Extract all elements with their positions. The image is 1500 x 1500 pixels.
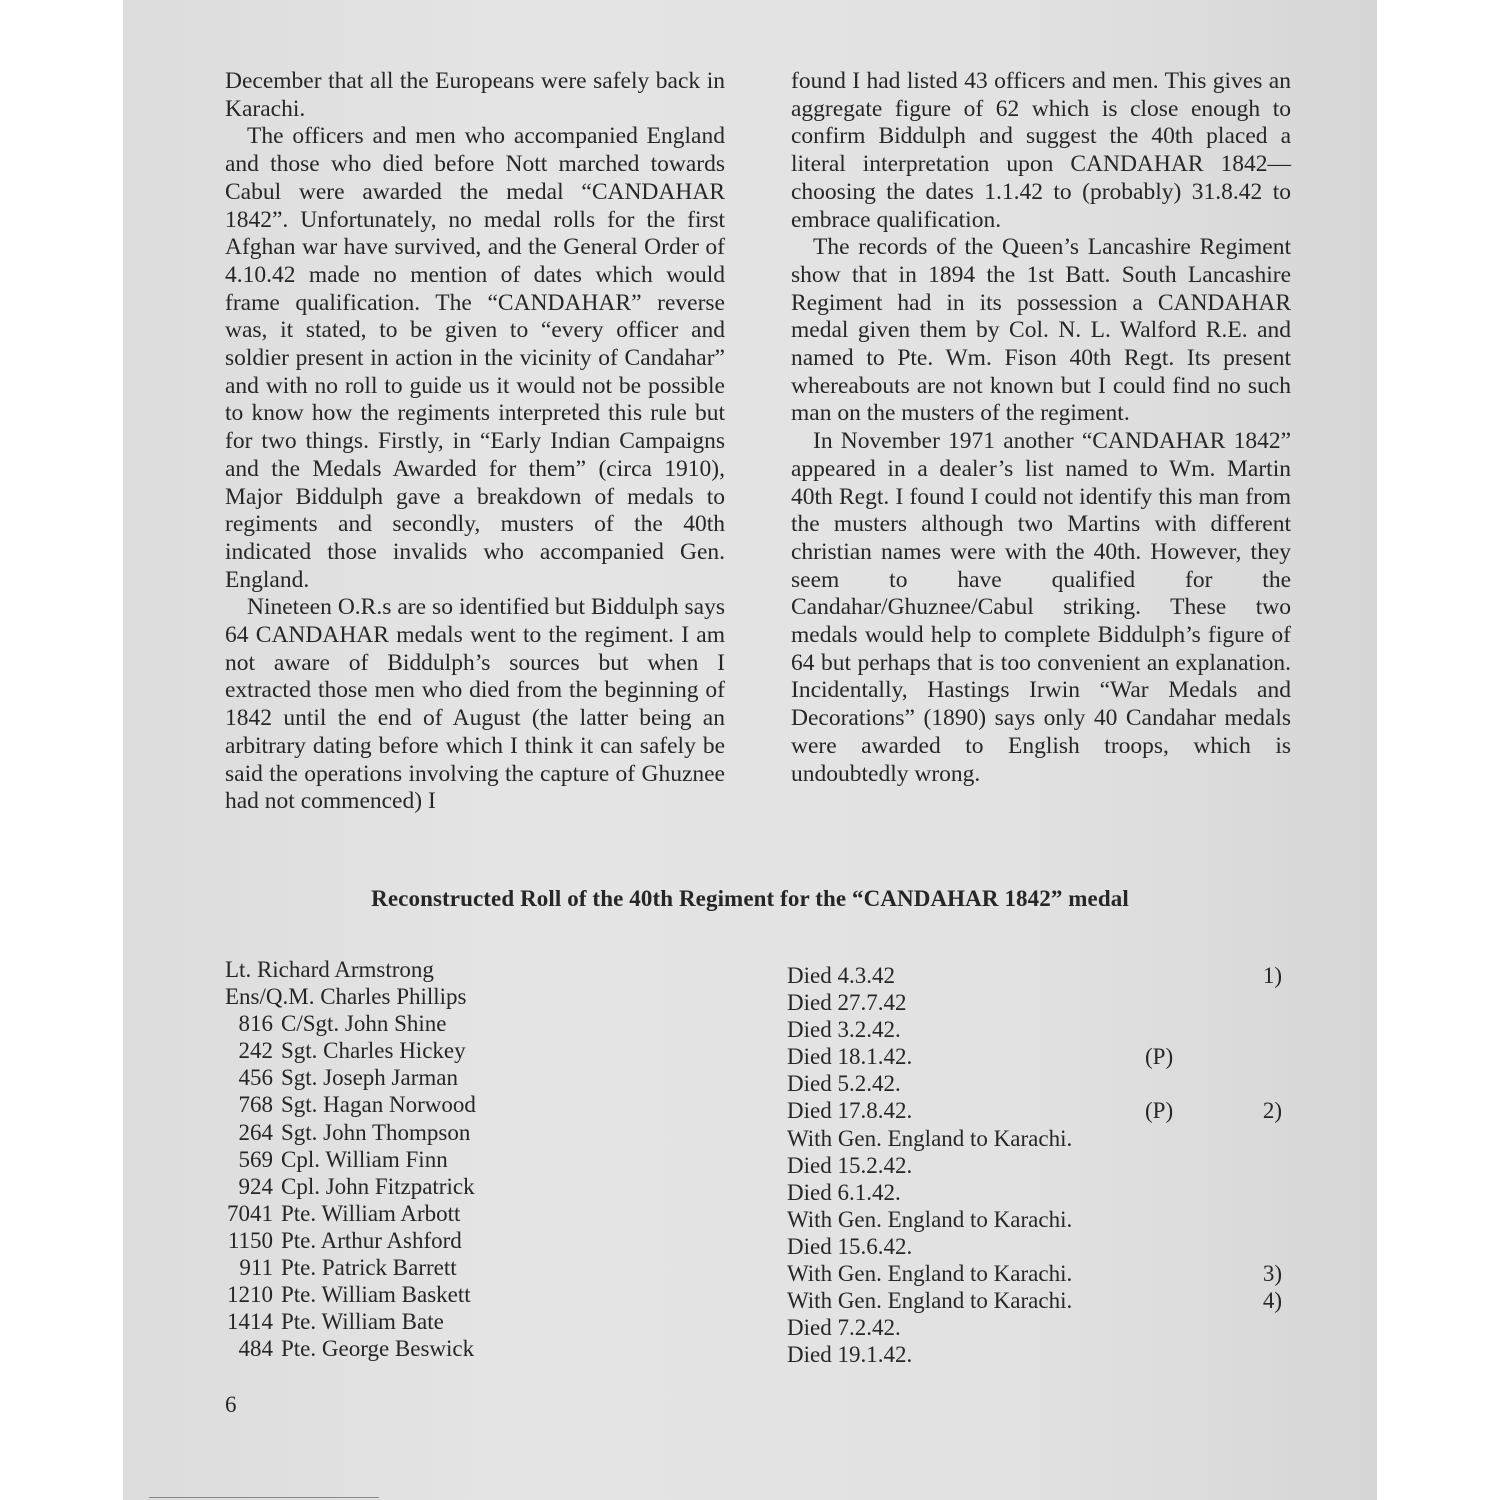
entry-number: 1150	[227, 1227, 273, 1253]
page-edge-line	[149, 1497, 379, 1498]
status-entry	[787, 1097, 1282, 1124]
entry-status: With Gen. England to Karachi.	[787, 1261, 1073, 1287]
entry-number: 569	[238, 1146, 273, 1172]
roll-entry	[225, 983, 476, 1010]
entry-status: Died 3.2.42.	[787, 1017, 901, 1043]
entry-name: Pte. Arthur Ashford	[281, 1227, 462, 1253]
left-text-column	[225, 68, 725, 816]
entry-name: Sgt. John Thompson	[281, 1119, 471, 1145]
entry-status: With Gen. England to Karachi.	[787, 1288, 1073, 1314]
roll-entry	[225, 1281, 476, 1308]
roll-entry	[225, 1010, 476, 1037]
roll-heading: Reconstructed Roll of the 40th Regiment for the “CANDAHAR 1842” medal	[371, 886, 1129, 911]
paragraph: The records of the Queen’s Lancashire Regiment show that in 1894 the 1st Batt. South Lancashire Regiment had in its possession a CANDAHAR medal given them by Col. N. L. Walford R.E. and named to Pte. Wm. Fison 40th Regt. Its present whereabouts are not known but I could find no such man on the musters of the regiment.	[791, 234, 1291, 427]
entry-name: Pte. William Arbott	[281, 1200, 461, 1226]
entry-status: Died 15.6.42.	[787, 1233, 913, 1259]
p-mark: (P)	[1145, 1098, 1174, 1124]
entry-number: 484	[238, 1336, 273, 1362]
entry-status: Died 19.1.42.	[787, 1342, 913, 1368]
status-entry	[787, 1314, 1282, 1341]
entry-status: Died 6.1.42.	[787, 1179, 901, 1205]
entry-name: Pte. William Bate	[281, 1309, 444, 1335]
status-entry	[787, 1341, 1282, 1368]
status-entry	[787, 1070, 1282, 1097]
p-mark: (P)	[1145, 1044, 1174, 1070]
footnote-ref: 4)	[1262, 1288, 1282, 1314]
entry-name: Pte. William Baskett	[281, 1282, 471, 1308]
paragraph: Nineteen O.R.s are so identified but Biddulph says 64 CANDAHAR medals went to the regiment. I am not aware of Biddulph’s sources but when I extracted those men who died from the beginning of 1842 until the end of August (the latter being an arbitrary dating before which I think it can safely be said the operations involving the capture of Ghuznee had not commenced) I	[225, 594, 725, 815]
page-number: 6	[225, 1392, 237, 1417]
entry-status: Died 18.1.42.	[787, 1044, 913, 1070]
roll-entry	[225, 1335, 476, 1362]
entry-name: Lt. Richard Armstrong	[225, 957, 434, 982]
entry-number: 264	[238, 1119, 273, 1145]
paragraph: December that all the Europeans were safely back in Karachi.	[225, 68, 725, 122]
roll-entry	[225, 1308, 476, 1335]
status-entry	[787, 1233, 1282, 1260]
entry-number: 1210	[227, 1282, 273, 1308]
roll-status-list	[787, 962, 1282, 1368]
footnote-ref: 3)	[1262, 1261, 1282, 1287]
status-entry	[787, 1125, 1282, 1152]
entry-name: C/Sgt. John Shine	[281, 1011, 447, 1037]
roll-entry	[225, 1254, 476, 1281]
roll-entry	[225, 1227, 476, 1254]
roll-entry	[225, 1064, 476, 1091]
paragraph: The officers and men who accompanied England and those who died before Nott marched towards Cabul were awarded the medal “CANDAHAR 1842”. Unfortunately, no medal rolls for the first Afghan war have survived, and the General Order of 4.10.42 made no mention of dates which would frame qualification. The “CANDAHAR” reverse was, it stated, to be given to “every officer and soldier present in action in the vicinity of Candahar” and with no roll to guide us it would not be possible to know how the regiments interpreted this rule but for two things. Firstly, in “Early Indian Campaigns and the Medals Awarded for them” (circa 1910), Major Biddulph gave a breakdown of medals to regiments and secondly, musters of the 40th indicated those invalids who accompanied Gen. England.	[225, 123, 725, 593]
paragraph: found I had listed 43 officers and men. This gives an aggregate figure of 62 which is close enough to confirm Biddulph and suggest the 40th placed a literal interpretation upon CANDAHAR 1842—choosing the dates 1.1.42 to (probably) 31.8.42 to embrace qualification.	[791, 68, 1291, 233]
roll-entry	[225, 1037, 476, 1064]
paragraph: In November 1971 another “CANDAHAR 1842” appeared in a dealer’s list named to Wm. Martin 40th Regt. I found I could not identify this man from the musters although two Martins with different christian names were with the 40th. However, they seem to have qualified for the Candahar/Ghuznee/Cabul striking. These two medals would help to complete Biddulph’s figure of 64 but perhaps that is too convenient an explanation. Incidentally, Hastings Irwin “War Medals and Decorations” (1890) says only 40 Candahar medals were awarded to English troops, which is undoubtedly wrong.	[791, 428, 1291, 787]
footnote-ref: 2)	[1262, 1098, 1282, 1124]
entry-number: 816	[238, 1011, 273, 1037]
entry-number: 768	[238, 1092, 273, 1118]
entry-status: Died 5.2.42.	[787, 1071, 901, 1097]
status-entry	[787, 989, 1282, 1016]
entry-name: Sgt. Charles Hickey	[281, 1038, 466, 1064]
status-entry	[787, 1043, 1282, 1070]
entry-number: 7041	[227, 1200, 273, 1226]
entry-status: Died 17.8.42.	[787, 1098, 913, 1124]
book-page	[123, 0, 1377, 1500]
entry-number: 911	[239, 1255, 273, 1281]
entry-status: With Gen. England to Karachi.	[787, 1125, 1073, 1151]
entry-status: Died 4.3.42	[787, 963, 895, 988]
entry-number: 1414	[227, 1309, 273, 1335]
roll-entry	[225, 1091, 476, 1118]
roll-entry	[225, 1173, 476, 1200]
entry-number: 242	[238, 1038, 273, 1064]
entry-name: Sgt. Hagan Norwood	[281, 1092, 476, 1118]
status-entry	[787, 1016, 1282, 1043]
status-entry	[787, 962, 1282, 989]
status-entry	[787, 1206, 1282, 1233]
footnote-ref: 1)	[1262, 963, 1282, 988]
status-entry	[787, 1179, 1282, 1206]
right-text-column	[791, 68, 1291, 788]
roll-entry	[225, 1200, 476, 1227]
entry-number: 456	[238, 1065, 273, 1091]
status-entry	[787, 1287, 1282, 1314]
entry-status: Died 7.2.42.	[787, 1315, 901, 1341]
roll-names-list	[225, 956, 476, 1362]
roll-entry	[225, 956, 476, 983]
entry-name: Cpl. John Fitzpatrick	[281, 1173, 475, 1199]
roll-entry	[225, 1119, 476, 1146]
entry-number: 924	[238, 1173, 273, 1199]
entry-name: Sgt. Joseph Jarman	[281, 1065, 458, 1091]
entry-status: Died 27.7.42	[787, 990, 907, 1016]
entry-name: Cpl. William Finn	[281, 1146, 448, 1172]
status-entry	[787, 1152, 1282, 1179]
status-entry	[787, 1260, 1282, 1287]
entry-name: Ens/Q.M. Charles Phillips	[225, 984, 467, 1010]
entry-name: Pte. George Beswick	[281, 1336, 475, 1362]
entry-name: Pte. Patrick Barrett	[281, 1255, 457, 1281]
roll-entry	[225, 1146, 476, 1173]
entry-status: With Gen. England to Karachi.	[787, 1206, 1073, 1232]
entry-status: Died 15.2.42.	[787, 1152, 913, 1178]
